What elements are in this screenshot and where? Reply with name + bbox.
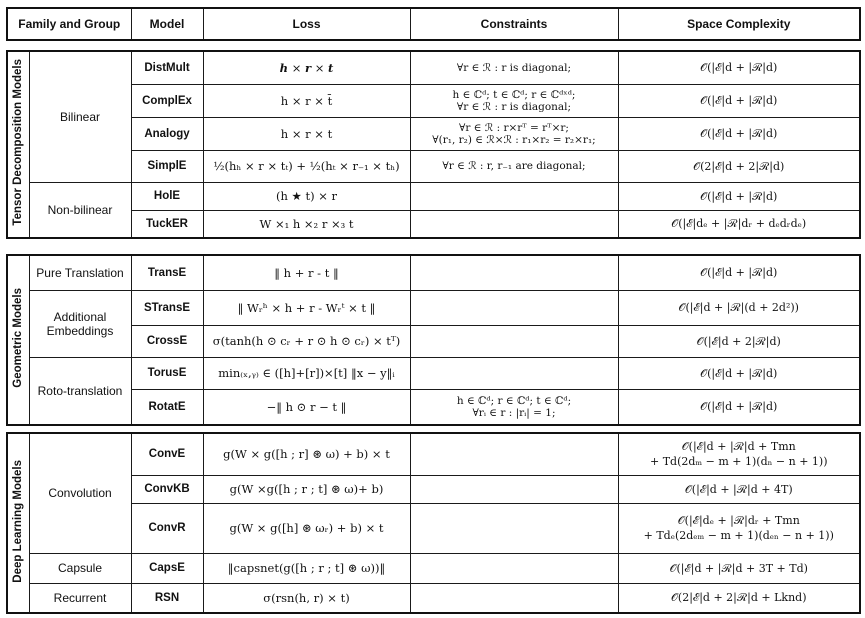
- table-row: [7, 389, 860, 425]
- constraints-cell: [410, 475, 618, 503]
- model-name: CrossE: [131, 325, 203, 357]
- loss-formula: (h ★ t) × r: [203, 182, 410, 210]
- loss-formula: g(W × g([h] ⊛ ωᵣ) + b) × t: [203, 503, 410, 553]
- space-complexity: 𝒪(|ℰ|d + |ℛ|d): [618, 389, 860, 425]
- table-row: [7, 150, 860, 182]
- table-row: [7, 325, 860, 357]
- constraints-cell: [410, 255, 618, 290]
- table-row: [7, 210, 860, 238]
- model-name: HolE: [131, 182, 203, 210]
- group-label: Roto-translation: [29, 357, 131, 425]
- table-row: [7, 51, 860, 84]
- model-name: ConvE: [131, 433, 203, 475]
- space-complexity: 𝒪(2|ℰ|d + 2|ℛ|d): [618, 150, 860, 182]
- constraints-cell: [410, 503, 618, 553]
- space-complexity: 𝒪(|ℰ|d + |ℛ|d): [618, 84, 860, 117]
- space-complexity: 𝒪(|ℰ|d + |ℛ|d + 4T): [618, 475, 860, 503]
- loss-formula: ½(hₕ × r × tₜ) + ½(hₜ × r₋₁ × tₕ): [203, 150, 410, 182]
- table-row: [7, 84, 860, 117]
- loss-formula: g(W ×g([h ; r ; t] ⊛ ω)+ b): [203, 475, 410, 503]
- family-label: Tensor Decomposition Models: [7, 51, 29, 238]
- space-complexity: 𝒪(|ℰ|d + |ℛ|d): [618, 51, 860, 84]
- header-table: [6, 7, 861, 41]
- space-complexity: 𝒪(|ℰ|d + |ℛ|d): [618, 182, 860, 210]
- table-row: [7, 583, 860, 613]
- header-loss: Loss: [203, 8, 410, 40]
- space-complexity: 𝒪(|ℰ|d + 2|ℛ|d): [618, 325, 860, 357]
- model-name: RotatE: [131, 389, 203, 425]
- space-complexity: 𝒪(|ℰ|d + |ℛ|d): [618, 117, 860, 150]
- group-label: Recurrent: [29, 583, 131, 613]
- family-label: Deep Learning Models: [7, 433, 29, 613]
- loss-formula: h × r × t: [203, 51, 410, 84]
- constraints-cell: [410, 553, 618, 583]
- space-complexity: 𝒪(|ℰ|d + |ℛ|d): [618, 357, 860, 389]
- table-row: [7, 553, 860, 583]
- model-name: ConvR: [131, 503, 203, 553]
- constraints-cell: [410, 357, 618, 389]
- constraints-cell: [410, 433, 618, 475]
- table-row: [7, 182, 860, 210]
- header-model: Model: [131, 8, 203, 40]
- loss-formula: ‖ h + r - t ‖: [203, 255, 410, 290]
- model-name: ComplEx: [131, 84, 203, 117]
- constraints-cell: ∀r ∈ ℛ : r is diagonal;: [410, 51, 618, 84]
- model-name: ConvKB: [131, 475, 203, 503]
- loss-formula: σ(rsn(h, r) × t): [203, 583, 410, 613]
- model-name: TorusE: [131, 357, 203, 389]
- group-label: Convolution: [29, 433, 131, 553]
- constraints-cell: ∀r ∈ ℛ : r×rᵀ = rᵀ×r; ∀(r₁, r₂) ∈ ℛ×ℛ : r₁×r₂ = r₂×r₁;: [410, 117, 618, 150]
- space-complexity: 𝒪(|ℰ|d + |ℛ|d + 3T + Td): [618, 553, 860, 583]
- table-row: [7, 433, 860, 475]
- constraints-cell: [410, 290, 618, 325]
- constraints-cell: [410, 325, 618, 357]
- deep-learning-table: [6, 432, 861, 614]
- model-name: DistMult: [131, 51, 203, 84]
- family-label: Geometric Models: [7, 255, 29, 425]
- model-name: TransE: [131, 255, 203, 290]
- model-name: Analogy: [131, 117, 203, 150]
- table-row: [7, 475, 860, 503]
- table-row: [7, 357, 860, 389]
- space-complexity: 𝒪(|ℰ|dₑ + |ℛ|dᵣ + Tmn + Tdₑ(2dₑₘ − m + 1)(dₑₙ − n + 1)): [618, 503, 860, 553]
- loss-formula: −‖ h ⊙ r − t ‖: [203, 389, 410, 425]
- table-row: [7, 290, 860, 325]
- geometric-models-table: [6, 254, 861, 426]
- group-label: Capsule: [29, 553, 131, 583]
- constraints-cell: [410, 182, 618, 210]
- space-complexity: 𝒪(|ℰ|d + |ℛ|d): [618, 255, 860, 290]
- space-complexity: 𝒪(|ℰ|dₑ + |ℛ|dᵣ + dₑdᵣdₑ): [618, 210, 860, 238]
- constraints-cell: h ∈ ℂᵈ; t ∈ ℂᵈ; r ∈ ℂᵈˣᵈ; ∀r ∈ ℛ : r is diagonal;: [410, 84, 618, 117]
- loss-formula: g(W × g([h ; r] ⊛ ω) + b) × t: [203, 433, 410, 475]
- table-row: [7, 255, 860, 290]
- model-name: TuckER: [131, 210, 203, 238]
- constraints-cell: ∀r ∈ ℛ : r, r₋₁ are diagonal;: [410, 150, 618, 182]
- tensor-decomposition-table: [6, 50, 861, 239]
- loss-formula: min₍ₓ,ᵧ₎ ∈ ([h]+[r])×[t] ‖x − y‖ᵢ: [203, 357, 410, 389]
- header-space-complexity: Space Complexity: [618, 8, 860, 40]
- loss-formula: ‖ Wᵣʰ × h + r - Wᵣᵗ × t ‖: [203, 290, 410, 325]
- loss-formula: σ(tanh(h ⊙ cᵣ + r ⊙ h ⊙ cᵣ) × tᵀ): [203, 325, 410, 357]
- header-constraints: Constraints: [410, 8, 618, 40]
- model-name: SimplE: [131, 150, 203, 182]
- constraints-cell: [410, 210, 618, 238]
- loss-formula: h × r × t̄: [203, 84, 410, 117]
- loss-formula: ‖capsnet(g([h ; r ; t] ⊛ ω))‖: [203, 553, 410, 583]
- space-complexity: 𝒪(2|ℰ|d + 2|ℛ|d + Lknd): [618, 583, 860, 613]
- header-family-group: Family and Group: [7, 8, 131, 40]
- constraints-cell: [410, 583, 618, 613]
- model-name: CapsE: [131, 553, 203, 583]
- space-complexity: 𝒪(|ℰ|d + |ℛ|d + Tmn + Td(2dₘ − m + 1)(dₙ − n + 1)): [618, 433, 860, 475]
- group-label: Additional Embeddings: [29, 290, 131, 357]
- model-name: RSN: [131, 583, 203, 613]
- group-label: Pure Translation: [29, 255, 131, 290]
- model-name: STransE: [131, 290, 203, 325]
- loss-formula: W ×₁ h ×₂ r ×₃ t: [203, 210, 410, 238]
- constraints-cell: h ∈ ℂᵈ; r ∈ ℂᵈ; t ∈ ℂᵈ; ∀rᵢ ∈ r : |rᵢ| = 1;: [410, 389, 618, 425]
- space-complexity: 𝒪(|ℰ|d + |ℛ|(d + 2d²)): [618, 290, 860, 325]
- group-label: Non-bilinear: [29, 182, 131, 238]
- table-row: [7, 503, 860, 553]
- group-label: Bilinear: [29, 51, 131, 182]
- loss-formula: h × r × t: [203, 117, 410, 150]
- table-row: [7, 117, 860, 150]
